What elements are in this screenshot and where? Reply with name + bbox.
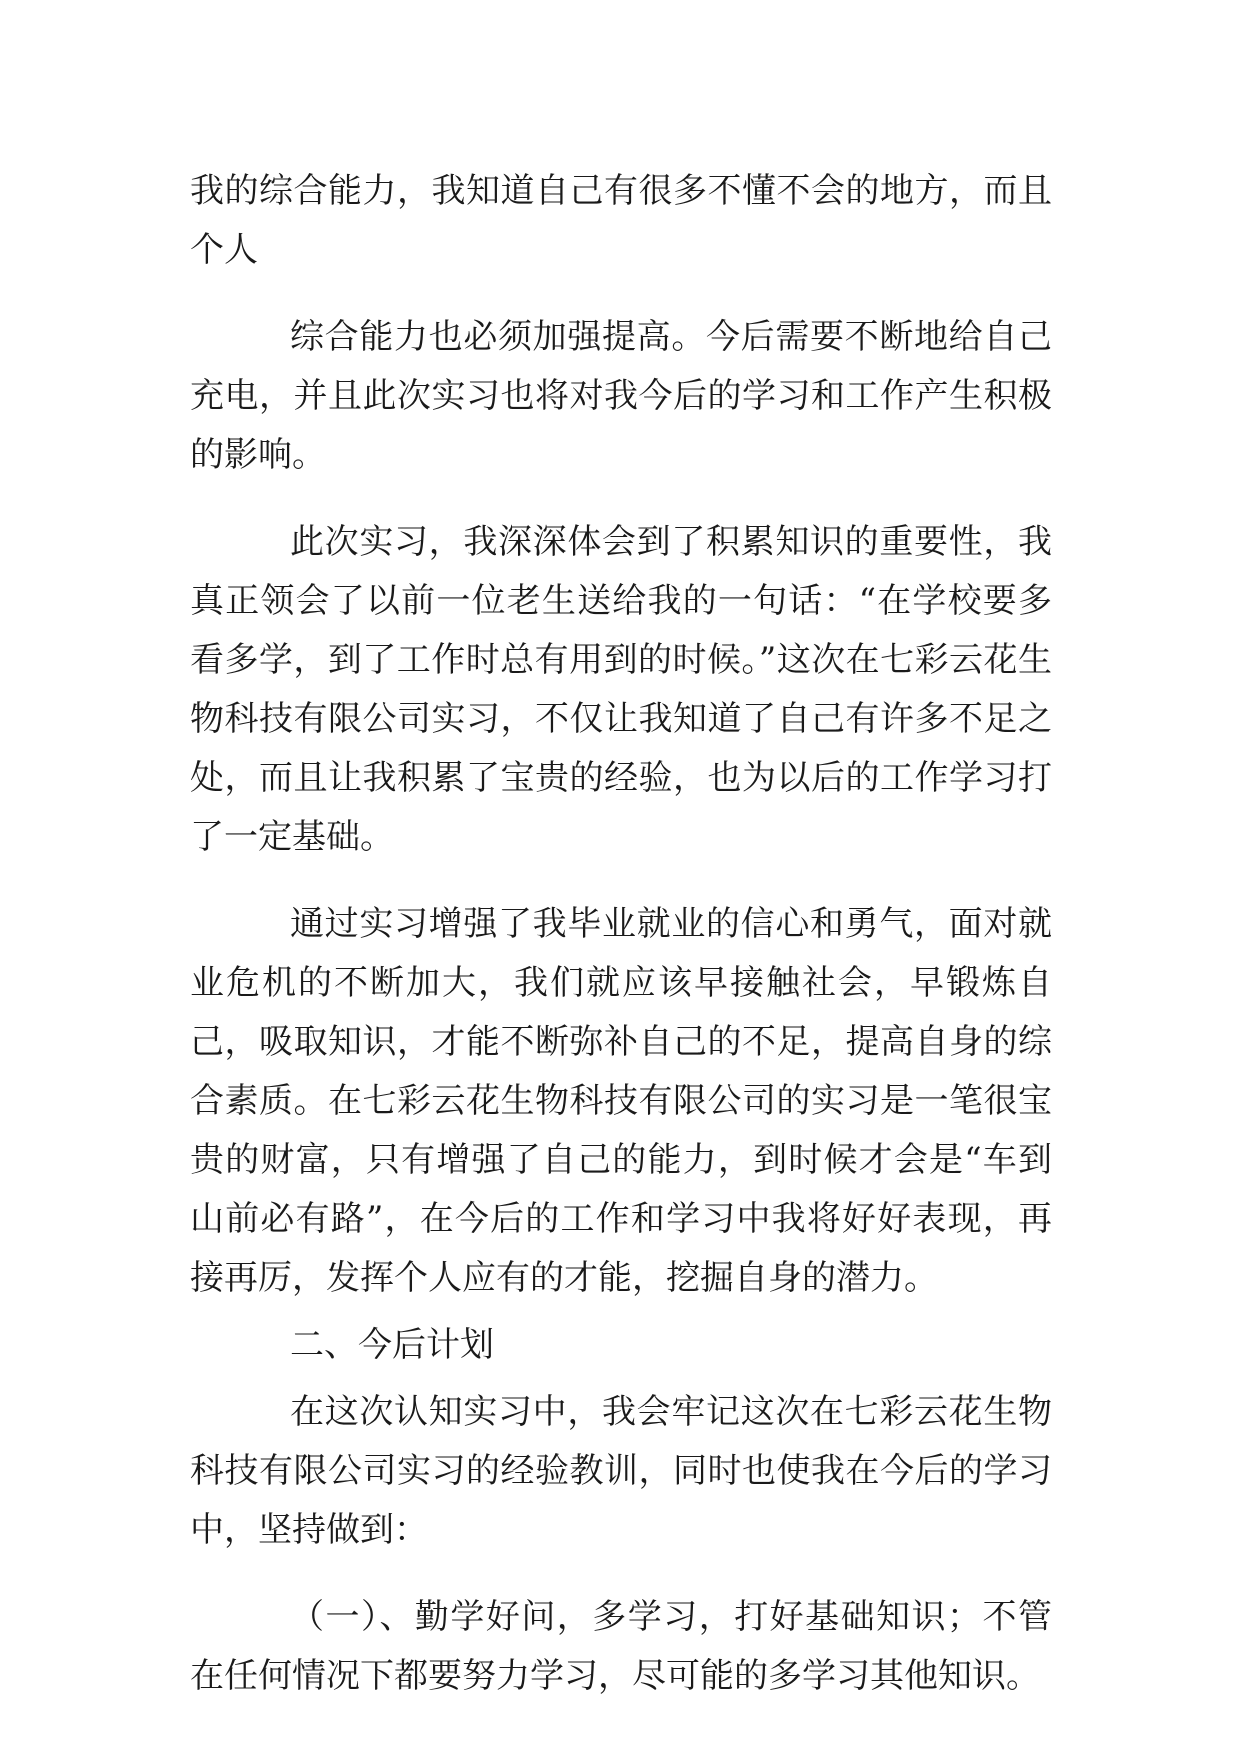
paragraph-comprehensive-ability: 综合能力也必须加强提高。今后需要不断地给自己充电，并且此次实习也将对我今后的学习和工作产生积极的影响。	[190, 317, 1052, 475]
paragraph-internship-reflection: 此次实习，我深深体会到了积累知识的重要性，我真正领会了以前一位老生送给我的一句话：“在学校要多看多学，到了工作时总有用到的时候。”这次在七彩云花生物科技有限公司实习，不仅让我知道了自己有许多不足之处，而且让我积累了宝贵的经验，也为以后的工作学习打了一定基础。	[190, 522, 1052, 857]
paragraph-plan-item-1: （一）、勤学好问，多学习，打好基础知识；不管在任何情况下都要努力学习，尽可能的多学习其他知识。	[190, 1597, 1052, 1696]
paragraph-continuation: 我的综合能力，我知道自己有很多不懂不会的地方，而且个人	[190, 171, 1052, 270]
section-heading-future-plan: 二、今后计划	[290, 1325, 494, 1365]
document-body	[190, 162, 1052, 1706]
paragraph-future-plan-intro: 在这次认知实习中，我会牢记这次在七彩云花生物科技有限公司实习的经验教训，同时也使我在今后的学习中，坚持做到：	[190, 1392, 1052, 1550]
paragraph-employment-confidence: 通过实习增强了我毕业就业的信心和勇气，面对就业危机的不断加大，我们就应该早接触社会，早锻炼自己，吸取知识，才能不断弥补自己的不足，提高自身的综合素质。在七彩云花生物科技有限公司的实习是一笔很宝贵的财富，只有增强了自己的能力，到时候才会是“车到山前必有路”，在今后的工作和学习中我将好好表现，再接再厉，发挥个人应有的才能，挖掘自身的潜力。	[190, 904, 1052, 1298]
